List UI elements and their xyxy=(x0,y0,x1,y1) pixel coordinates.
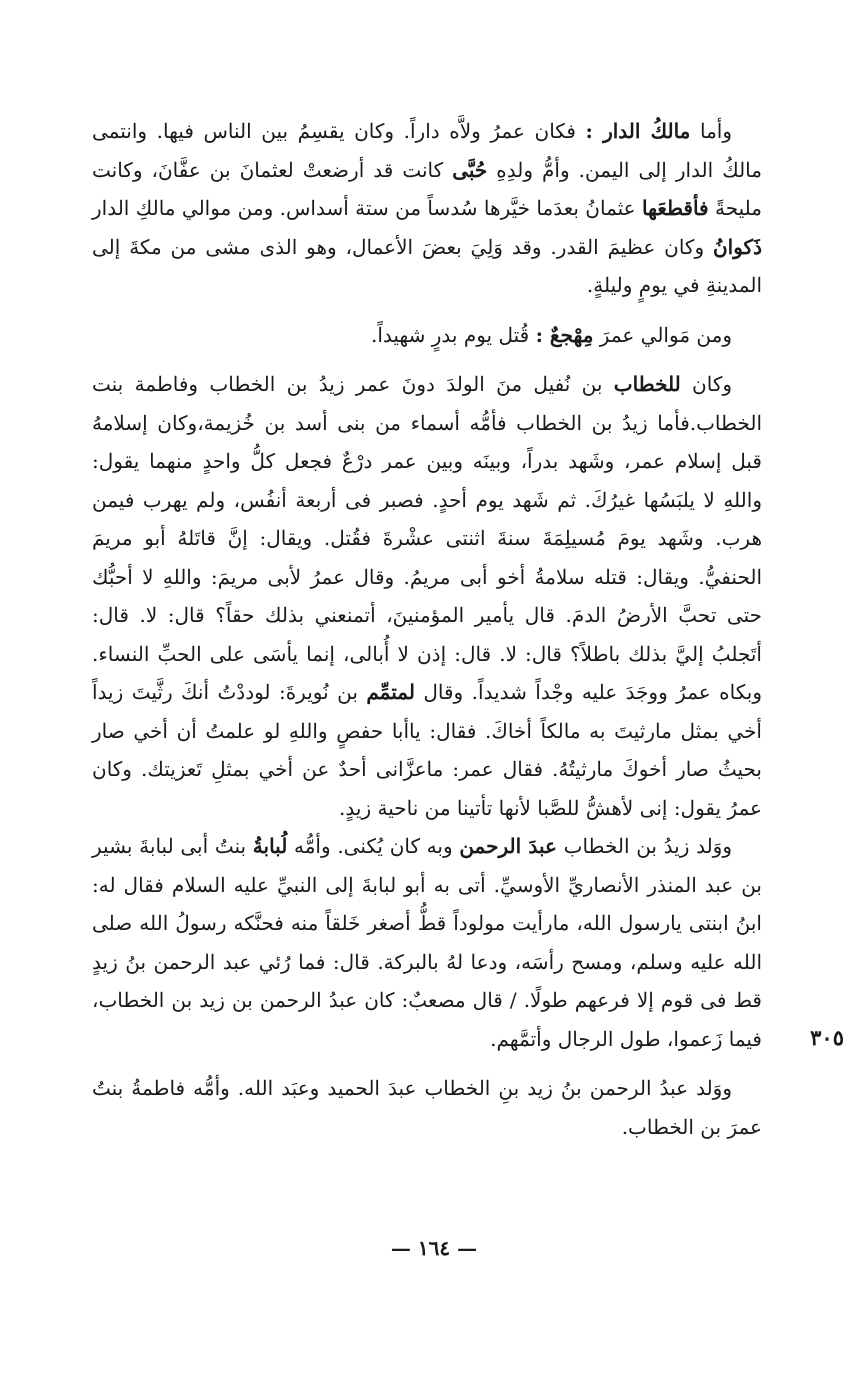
text-run: فكان عمرُ ولاَّه داراً. وكان يقسِمُ بين الناس فيها. وانتمى مالكُ الدار إلى اليمن. وأمُّ ولدِهِ xyxy=(92,119,762,182)
text-run: وكان xyxy=(680,372,732,396)
paragraph-mihja xyxy=(92,316,762,355)
margin-page-reference: ٣٠٥ xyxy=(810,1025,844,1050)
bold-name: عبدَ الرحمن xyxy=(459,834,557,858)
bold-name: لُبابةُ xyxy=(252,834,288,858)
bold-name: مِهْجعٌ : xyxy=(535,322,594,347)
text-run: كانت قد أرضعتْ لعثمانَ بن عفَّانَ، وكانت مليحةً xyxy=(92,157,763,220)
page-number: — ١٦٤ — xyxy=(390,1236,478,1260)
text-run: ووَلد زيدُ بن الخطاب xyxy=(556,834,733,858)
text-run: قُتل يوم بدرٍ شهيداً. xyxy=(370,322,536,347)
bold-name: فأقطعَها xyxy=(642,196,709,220)
text-run: بن نُفيل منَ الولدَ دونَ عمر زيدُ بن الخطاب وفاطمة بنت الخطاب.فأما زيدُ بن الخطاب فأمُّه أسماء من بنى أسد بن خُزيمة،وكان إسلامهُ قبل إسلام عمر، وشَهد بدراً، وبينَه وبين عمر درْعٌ فجعل كلُّ واحدٍ منهما يقول: واللهِ لا يلبَسُها غيرُكَ. ثم شَهد يوم أحدٍ. فصبر فى أربعة أنفُس، ولم يهرب فيمن هرب. وشَهد يومَ مُسيلِمَةَ سنةَ اثنتى عشْرةَ فقُتل. ويقال: إنَّ قاتَلهُ أبو مريمَ الحنفيُّ. ويقال: قتله سلامةُ أخو أبى مريمُ. وقال عمرُ لأبى مريمَ: واللهِ لا أحبُّك حتى تحبَّ الأرضُ الدمَ. قال يأمير المؤمنينَ، أتمنعني بذلك حقاً؟ قال: لا. قال: أتَجلبُ إليَّ بذلك باطلاً؟ قال: لا. قال: إذن لا أُبالى، إنما يأسَى على الحبِّ النساء. وبكاه عمرُ ووجَدَ عليه وجْداً شديداً. وقال xyxy=(92,372,762,704)
text-run: وبه كان يُكنى. وأمُّه xyxy=(287,834,460,858)
bold-name: مالكُ الدار : xyxy=(585,119,691,143)
bold-name: حُبَّى xyxy=(452,157,488,182)
paragraph-abd-al-rahman xyxy=(92,827,762,1058)
text-run: ومن مَوالي عمرَ xyxy=(593,322,732,347)
text-run: بن نُويرةَ: لوددْتُ أنكَ رثَّيتَ زيداً أخي بمثل مارثيتَ به مالكاً أخاكَ. فقال: ياأبا حفصٍ واللهِ لو علمتُ أن أخي صار بحيثُ صار أخوكَ مارثيتُهُ. فقال عمر: ماعزَّانى أحدٌ عن أخي بمثلِ تَعزيتك. وكان عمرُ يقول: إنى لأهشُّ للصَّبا لأنها تأتينا من ناحية زيدٍ. xyxy=(92,680,762,820)
text-run: عثمانُ بعدَما خيَّرها سُدساً من ستة أسداس. ومن موالي مالكِ الدار xyxy=(92,196,643,220)
text-run: وأما xyxy=(690,119,732,143)
text-run: ووَلد عبدُ الرحمن بنُ زيد بنِ الخطاب عبدَ الحميد وعبَد الله. وأمُّه فاطمةُ بنتُ عمرَ بن الخطاب. xyxy=(92,1076,762,1139)
bold-name: لمتمِّم xyxy=(366,680,415,704)
text-run: وكان عظيمَ القدر. وقد وَلِيَ بعضَ الأعمال، وهو الذى مشى من مكةَ إلى المدينةِ في يومٍ وليلةٍ. xyxy=(92,234,762,297)
bold-name: ذَكوانُ xyxy=(712,234,762,259)
paragraph-children-of-abd-al-rahman xyxy=(92,1069,762,1146)
text-run: بنتُ أبى لبابةَ بشير بن عبد المنذر الأنصاريِّ الأوسيِّ. أتى به أبو لبابةَ إلى النبيِّ عليه السلام فقال له: ابنُ ابنتى يارسول الله، مارأيت مولوداً قطُّ أصغر خَلقاً منه فحنَّكه رسولُ الله صلى الله عليه وسلم، ومسح رأسَه، ودعا لهُ بالبركة. قال: فما رُئي عبد الرحمن بنُ زيدٍ قط فى قوم إلا فرعهم طولًا. / قال مصعبٌ: كان عبدُ الرحمن بن زيد بن الخطاب، فيما زَعموا، طول الرجال وأتمَّهم. xyxy=(92,834,762,1051)
paragraph-zayd-ibn-al-khattab xyxy=(92,365,762,827)
bold-name: للخطاب xyxy=(613,372,681,396)
paragraph-malik-al-dar xyxy=(92,112,762,305)
